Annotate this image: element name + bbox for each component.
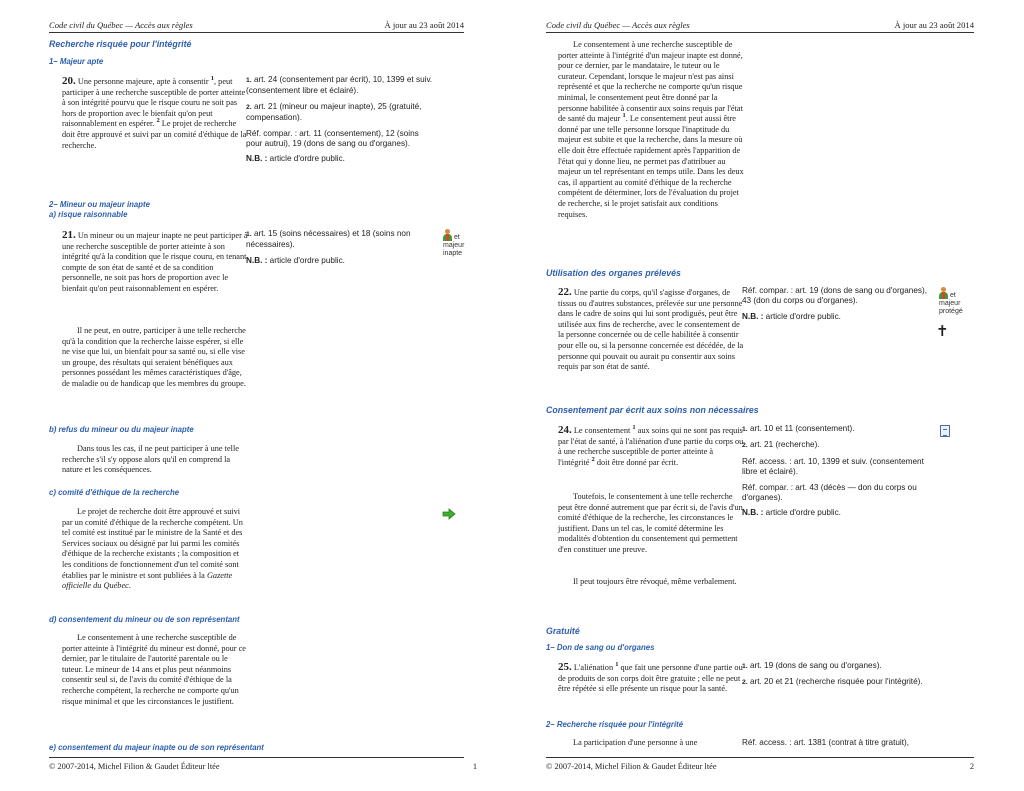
article-text: Une personne majeure, apte à consentir [77, 77, 209, 86]
footer-rule [49, 757, 464, 758]
note-text: article d'ordre public. [269, 255, 345, 265]
badge-text: et [949, 292, 956, 299]
note-text[interactable]: art. 15 (soins nécessaires) et 18 (soins non nécessaires). [246, 229, 411, 250]
article-24 [558, 425, 746, 468]
notes-24 [742, 424, 930, 524]
paragraph: Dans tous les cas, il ne peut participer à une telle recherche s'il s'y oppose alors qu'il en comprend la nature et les conséquences. [62, 444, 239, 475]
note-text[interactable]: Réf. access. : art. 10, 1399 et suiv. (consentement libre et éclairé). [742, 456, 924, 477]
paragraph-text: . Le consentement peut aussi être donné par une telle personne lorsque l'inaptitude du majeur est subite et que la recherche, dans la mesure où elle doit être effectuée rapidement après l'apparition de l'état qui y donne lieu, ne permet pas d'attribuer au majeur un tel représentant en temps utile. Dans les deux cas, il appartient au comité d'éthique de la recherche compétent de déterminer, lors de l'évaluation du projet de recherche, si le projet satisfait aux conditions requises. [558, 114, 744, 219]
note-text: article d'ordre public. [765, 508, 841, 518]
section-title: Gratuité [546, 626, 580, 636]
subsection-title: 1– Majeur apte [49, 57, 104, 66]
header-right: À jour au 23 août 2014 [894, 20, 974, 30]
side-badge-22[interactable] [939, 287, 963, 316]
article-text: Un mineur ou un majeur inapte ne peut participer à une recherche susceptible de porter atteinte à son intégrité qu'à la condition que le risque couru, en tenant compte de son état de santé et de sa condition personnelle, ne soit pas hors de proportion avec le bienfait qu'on peut raisonnablement en espérer. [62, 231, 248, 293]
paragraph: Toutefois, le consentement à une telle recherche peut être donné autrement que par écrit si, de l'avis d'un comité d'éthique de la recherche, les circonstances le justifient. Dans un tel cas, le comité détermine les modalités d'obtention du consentement qui permettent d'en constituer une preuve. [558, 492, 743, 554]
paragraph-last [558, 738, 746, 749]
article-24-paragraph-3 [558, 577, 746, 588]
note-number: 1. [246, 77, 252, 84]
notes-20 [246, 75, 434, 170]
page-number: 1 [472, 762, 477, 771]
note-text[interactable]: art. 24 (consentement par écrit), 10, 1399 et suiv. (consentement libre et éclairé). [246, 75, 433, 96]
paragraph-b [62, 444, 250, 476]
page-header [49, 20, 464, 30]
article-22 [558, 287, 746, 373]
article-text: L'aliénation [573, 663, 614, 672]
note-text[interactable]: art. 21 (mineur ou majeur inapte), 25 (gratuité, compensation). [246, 101, 422, 123]
paragraph-top [558, 40, 746, 220]
green-arrow-icon[interactable] [442, 507, 456, 525]
footer-rule [546, 757, 974, 758]
subsection-title: a) risque raisonnable [49, 210, 128, 219]
paragraph-text: Le consentement à une recherche susceptible de porter atteinte à l'intégrité d'un majeur inapte est donné, pour ce dernier, par le mandataire, le tuteur ou le curateur. Cependant, lorsque le majeur n'est pas ainsi représenté et que la recherche ne comporte qu'un risque minimal, le consentement peut être donné par la personne habilitée à consentir aux soins requis par l'état de santé du majeur [558, 40, 743, 124]
article-text: aux soins qui ne sont pas requis par l'état de santé, à l'aliénation d'une partie du corps ou à une recherche susceptible de porter atteinte à l'intégrité [558, 426, 744, 467]
paragraph: Il peut toujours être révoqué, même verbalement. [573, 577, 737, 586]
note-text[interactable]: art. 19 (dons de sang ou d'organes). [749, 661, 882, 670]
note-text[interactable]: art. 21 (recherche). [749, 440, 820, 450]
article-number: 22. [558, 286, 572, 298]
badge-text: inapte [443, 250, 463, 257]
subsection-title: 2– Recherche risquée pour l'intégrité [546, 720, 684, 729]
note-number: 2. [246, 103, 252, 111]
header-right: À jour au 23 août 2014 [384, 20, 464, 30]
paragraph-text: . [128, 581, 131, 591]
note-label: N.B. : [246, 154, 268, 164]
notes-last [742, 738, 942, 753]
paragraph-text: Le projet de recherche doit être approuvé et suivi par un comité d'éthique de la recherche compétent. Un tel comité est institué par le ministre de la Santé et des Services sociaux ou désigné par lui parmi les comités d'éthique de la recherche existants ; la composition et les conditions de fonctionnement d'un tel comité sont établies par le ministre et sont publiées à la [62, 507, 243, 580]
person-icon [443, 229, 452, 241]
article-text: que fait une personne d'une partie ou de produits de son corps doit être gratuite ; elle ne peut être répétée si elle présente un risque pour la santé. [558, 663, 743, 694]
header-left: Code civil du Québec — Accès aux règles [49, 20, 193, 30]
subsection-title: 2– Mineur ou majeur inapte [49, 200, 150, 209]
note-label: N.B. : [742, 508, 764, 518]
paragraph: Il ne peut, en outre, participer à une telle recherche qu'à la condition que la recherche laisse espérer, si elle ne vise que lui, un bienfait pour sa santé ou, si elle vise un groupe, des résultats qui seraient bénéfiques aux personnes possédant les mêmes caractéristiques d'âge, de maladie ou de handicap que les membres du groupe. [62, 326, 246, 388]
note-number: 2. [742, 442, 748, 450]
badge-text: majeur [443, 242, 465, 249]
article-number: 25. [558, 661, 572, 673]
article-text: , peut participer à une recherche susceptible de porter atteinte à son intégrité pourvu que le risque couru ne soit pas hors de proportion avec le bienfait qu'on peut raisonnablement en espérer. [62, 77, 246, 129]
note-text: article d'ordre public. [765, 311, 841, 321]
article-21-paragraph-2 [62, 326, 250, 390]
article-number: 24. [558, 424, 572, 436]
subsection-title: 1– Don de sang ou d'organes [546, 643, 655, 652]
article-number: 21. [62, 229, 76, 241]
article-text: Le projet de recherche doit être approuvé et suivi par un comité d'éthique de la recherche. [62, 119, 247, 150]
badge-text: et [453, 234, 460, 241]
article-25 [558, 662, 746, 695]
note-text[interactable]: Réf. compar. : art. 19 (dons de sang ou d'organes), 43 (don du corps ou d'organes). [742, 286, 927, 306]
subsection-title: b) refus du mineur ou du majeur inapte [49, 425, 194, 434]
subsection-title: c) comité d'éthique de la recherche [49, 488, 180, 497]
note-text[interactable]: Réf. compar. : art. 11 (consentement), 12 (soins pour autrui), 19 (dons de sang ou d'organes). [246, 128, 419, 149]
page-number: 2 [969, 762, 974, 771]
page-footer [546, 762, 974, 771]
note-label: N.B. : [742, 311, 764, 321]
paragraph: La participation d'une personne à une [573, 738, 698, 747]
footnote-ref[interactable]: 2 [591, 456, 595, 464]
section-title: Recherche risquée pour l'intégrité [49, 39, 192, 49]
article-number: 20. [62, 75, 76, 87]
note-label: N.B. : [246, 255, 268, 265]
header-rule [49, 32, 464, 33]
article-21 [62, 230, 250, 295]
note-text: article d'ordre public. [269, 154, 345, 164]
footer-copyright: © 2007-2014, Michel Filion & Gaudet Éditeur ltée [49, 762, 220, 771]
paragraph-c [62, 507, 250, 592]
note-text[interactable]: art. 10 et 11 (consentement). [749, 424, 855, 433]
paragraph: Le consentement à une recherche susceptible de porter atteinte à l'intégrité du mineur est donné, pour ce dernier, par le titulaire de l'autorité parentale ou le tuteur. Le mineur de 14 ans et plus peut néanmoins consentir seul si, de l'avis du comité d'éthique de la recherche compétent, la recherche ne comporte qu'un risque minimal et que les circonstances le justifient. [62, 633, 246, 706]
note-number: 2. [742, 679, 748, 687]
badge-text: protégé [939, 308, 963, 315]
header-left: Code civil du Québec — Accès aux règles [546, 20, 690, 30]
article-text: Une partie du corps, qu'il s'agisse d'organes, de tissus ou d'autres substances, prélevée sur une personne dans le cadre de soins qui lui sont prodigués, peut être utilisée aux fins de recherche, avec le consentement de la personne concernée ou de celle habilitée à consentir pour elle ou, si la personne concernée est décédée, de la personne qui pouvait ou aurait pu consentir aux soins requis par son état de santé. [558, 288, 744, 372]
note-text[interactable]: Réf. access. : art. 1381 (contrat à titre gratuit), [742, 738, 910, 747]
note-text[interactable]: art. 20 et 21 (recherche risquée pour l'intégrité). [749, 677, 923, 687]
notes-21 [246, 229, 434, 271]
footnote-ref[interactable]: 1 [632, 424, 636, 432]
footnote-ref[interactable]: 2 [156, 117, 160, 125]
page-footer [49, 762, 477, 771]
subsection-title: e) consentement du majeur inapte ou de son représentant [49, 743, 264, 752]
note-number: 1. [742, 426, 748, 433]
notes-22 [742, 286, 930, 327]
footer-copyright: © 2007-2014, Michel Filion & Gaudet Éditeur ltée [546, 762, 717, 771]
document-icon[interactable] [940, 425, 950, 437]
note-text[interactable]: Réf. compar. : art. 43 (décès — don du corps ou d'organes). [742, 482, 917, 503]
footnote-ref[interactable]: 1 [210, 75, 215, 83]
page-2 [512, 0, 1024, 791]
note-number: 1. [742, 663, 748, 670]
page-header [546, 20, 974, 30]
notes-25 [742, 661, 930, 694]
side-badge-21[interactable] [443, 229, 464, 258]
person-icon [939, 287, 948, 299]
article-text: Le consentement [573, 426, 631, 435]
paragraph-d [62, 633, 250, 707]
cross-icon[interactable]: ✝ [936, 322, 949, 340]
subsection-title: d) consentement du mineur ou de son représentant [49, 615, 240, 624]
article-20 [62, 76, 250, 151]
section-title: Utilisation des organes prélevés [546, 268, 681, 278]
note-number: 1. [246, 231, 252, 238]
header-rule [546, 32, 974, 33]
section-title: Consentement par écrit aux soins non nécessaires [546, 405, 759, 415]
publication-title: Gazette officielle du Québec [62, 570, 233, 591]
footnote-ref[interactable]: 1 [622, 112, 626, 120]
article-24-paragraph-2 [558, 492, 746, 556]
article-text: doit être donné par écrit. [596, 457, 679, 467]
badge-text: majeur [939, 300, 961, 307]
footnote-ref[interactable]: 1 [615, 661, 619, 669]
